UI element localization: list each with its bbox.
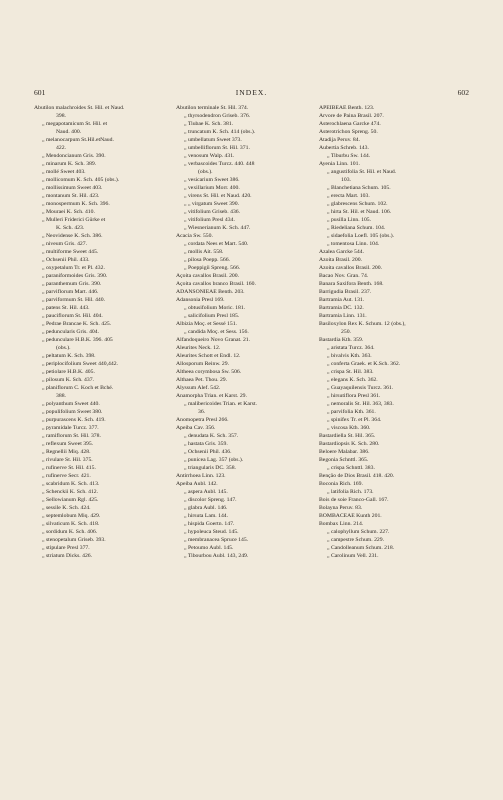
index-entry: „ Neovidense K. Sch. 386.: [42, 233, 103, 239]
index-entry: „ petiolare H.B.K. 405.: [42, 369, 95, 375]
index-entry: „ Pedrae Brancae K. Sch. 425.: [42, 321, 112, 327]
index-entry: „ tomentosa Linn. 104.: [327, 241, 380, 247]
index-entry: „ verbascoides Turcz. 440. 448: [184, 161, 255, 167]
index-entry: Altheea corymbosa Sw. 506.: [176, 369, 242, 375]
index-entry: „ hastata Gris. 359.: [184, 441, 228, 447]
page-title: INDEX.: [235, 88, 268, 97]
index-entry: „ rufinerve St. Hil. 415.: [42, 465, 96, 471]
index-entry: „ conferta Graek. et K.Sch. 362.: [327, 361, 401, 367]
index-entry: Azalea Garcke 544.: [319, 249, 365, 255]
index-entry: Açoita cavallos Brasil. 200.: [176, 273, 240, 279]
index-entry: Apeiba Cav. 356.: [176, 425, 216, 431]
index-entry: „ crispa Schnttl. 383.: [327, 465, 375, 471]
index-entry: „ Wiesnerianum K. Sch. 447.: [184, 225, 251, 231]
index-entry: Althaea Pet. Thou. 29.: [176, 377, 228, 383]
index-entry: „ nemoralis St. Hil. 363, 383.: [327, 401, 394, 407]
index-entry: „ campestre Schum. 229.: [327, 537, 385, 543]
index-entry: „ rivulare St. Hil. 375.: [42, 457, 93, 463]
index-entry: „ angustifolia St. Hil. et Naud.: [327, 169, 397, 175]
index-entry: Ayenia Linn. 101.: [319, 161, 360, 167]
index-entry: 103.: [341, 177, 351, 183]
index-entry: „ niveum Gris. 427.: [42, 241, 88, 247]
index-entry: Apeiba Aubl. 142.: [176, 481, 218, 487]
index-column-3: [319, 104, 465, 560]
index-entry: „ monospermum K. Sch. 396.: [42, 201, 110, 207]
index-entry: „ Tiburbu Sw. 144.: [327, 153, 371, 159]
index-entry: Bartramia Aut. 131.: [319, 297, 365, 303]
index-entry: 388.: [56, 393, 66, 399]
index-entry: „ pauciflorum St. Hil. 404.: [42, 313, 103, 319]
index-entry: „ viscosa Kth. 360.: [327, 425, 371, 431]
index-entry: „ Guayaquilensis Turcz. 361.: [327, 385, 394, 391]
index-entry: „ scabridum K. Sch. 413.: [42, 481, 100, 487]
index-entry: Bolayna Peruv. 83.: [319, 505, 363, 511]
index-entry: „ pedunculare H.B.K. 396. 405: [42, 337, 113, 343]
index-entry: 250.: [341, 329, 351, 335]
index-entry: „ hispida Goertn. 147.: [184, 521, 235, 527]
index-entry: „ Blanchetiana Schum. 105.: [327, 185, 391, 191]
index-entry: „ Carolinum Vell. 231.: [327, 553, 379, 559]
index-entry: „ sidaefolia Loefl. 105 (obs.).: [327, 233, 395, 239]
index-entry: „ Mouraei K. Sch. 410.: [42, 209, 95, 215]
index-entry: „ vesicarium Sweet 386.: [184, 177, 240, 183]
index-entry: „ silvaticum K. Sch. 418.: [42, 521, 100, 527]
index-entry: (obs.).: [198, 169, 213, 175]
index-entry: „ populifolium Sweet 380.: [42, 409, 103, 415]
index-entry: „ planiflorum C. Koch et Bché.: [42, 385, 114, 391]
index-entry: Atadija Peruv. 84.: [319, 137, 361, 143]
index-entry: Asterotrichon Spreng. 50.: [319, 129, 378, 135]
index-entry: „ Riedeliana Schum. 104.: [327, 225, 386, 231]
index-entry: „ malibericoides Trian. et Karst.: [184, 401, 257, 407]
index-entry: „ Tiubae K. Sch. 381.: [184, 121, 234, 127]
index-entry: „ hypoleuca Steud. 145.: [184, 529, 239, 535]
index-entry: (obs.).: [56, 345, 71, 351]
index-entry: „ umbelliflorum St. Hil. 371.: [184, 145, 250, 151]
index-entry: „ vitifolium Griseb. 436.: [184, 209, 241, 215]
index-entry: „ Poeppigii Spreng. 566.: [184, 265, 241, 271]
index-entry: Begonia Schnttl. 365.: [319, 457, 369, 463]
index-entry: „ hirsuta Lam. 144.: [184, 513, 229, 519]
index-entry: „ stipulare Presl 377.: [42, 545, 90, 551]
index-entry: „ hirsutiflora Presl 361.: [327, 393, 381, 399]
index-entry: „ megapotamicum St. Hil. et: [42, 121, 108, 127]
index-entry: „ polyanthum Sweet 440.: [42, 401, 100, 407]
index-entry: „ pilosum K. Sch. 437.: [42, 377, 94, 383]
page-number-right: 602: [457, 88, 469, 97]
index-entry: „ reflexum Sweet 395.: [42, 441, 94, 447]
index-entry: Allosporum Reinw. 29.: [176, 361, 230, 367]
index-entry: „ parviformum St. Hil. 440.: [42, 297, 106, 303]
index-entry: „ Ochsenii Phil. 436.: [184, 449, 232, 455]
index-entry: „ pilosa Poepp. 566.: [184, 257, 230, 263]
index-entry: „ sessile K. Sch. 424.: [42, 505, 91, 511]
index-entry: „ Regnellii Miq. 428.: [42, 449, 91, 455]
index-entry: K. Sch. 423.: [56, 225, 85, 231]
index-entry: „ mollis Ait. 558.: [184, 249, 224, 255]
index-entry: Asterochlaena Garcke 474.: [319, 121, 381, 127]
index-entry: „ pyramidale Turcz. 377.: [42, 425, 99, 431]
index-entry: „ aspera Aubl. 145.: [184, 489, 228, 495]
index-entry: Bombax Linn. 214.: [319, 521, 364, 527]
index-entry: „ patens St. Hil. 443.: [42, 305, 90, 311]
index-entry: „ multiforme Sweet 445.: [42, 249, 99, 255]
index-entry: BOMBACEAE Kunth 201.: [319, 513, 382, 519]
index-entry: „ parvifolia Kth. 361.: [327, 409, 376, 415]
index-entry: „ paranthemum Gris. 390.: [42, 281, 102, 287]
index-entry: „ Ochsenii Phil. 433.: [42, 257, 90, 263]
index-entry: „ Petoumo Aubl. 145.: [184, 545, 234, 551]
index-entry: Aleurites Neck. 12.: [176, 345, 221, 351]
index-entry: 36.: [198, 409, 206, 415]
index-entry: „ paraniformoides Gris. 390.: [42, 273, 108, 279]
index-column-1: [34, 104, 180, 560]
index-entry: „ parviflorum Mart. 446.: [42, 289, 99, 295]
index-entry: Albizia Moç. et Sessé 151.: [176, 321, 237, 327]
index-entry: „ erecta Mart. 103.: [327, 193, 370, 199]
index-entry: „ Candolleanum Schum. 218.: [327, 545, 395, 551]
page-header: [34, 88, 469, 100]
index-entry: „ triangularis DC. 358.: [184, 465, 236, 471]
index-entry: „ membranacea Spruce 145.: [184, 537, 249, 543]
index-entry: „ vitifolium Presl 434.: [184, 217, 235, 223]
index-entry: Bastardiella St. Hil. 365.: [319, 433, 376, 439]
index-entry: „ bivalvis Kth. 363.: [327, 353, 372, 359]
index-entry: „ peltatum K. Sch. 398.: [42, 353, 96, 359]
index-entry: Bacao Nov. Gran. 74.: [319, 273, 369, 279]
index-entry: Azoita cavallos Brasil. 200.: [319, 265, 383, 271]
index-entry: „ punicea Lag. 357 (obs.).: [184, 457, 244, 463]
index-entry: „ striatum Dicks. 426.: [42, 553, 93, 559]
index-entry: „ peduncularis Gris. 404.: [42, 329, 100, 335]
index-entry: Adansonia Presl 169.: [176, 297, 225, 303]
index-entry: „ minarum K. Sch. 389.: [42, 161, 97, 167]
index-entry: „ obtusifolium Moric. 181.: [184, 305, 246, 311]
index-entry: Bençâo de Dios Brasil. 418. 420.: [319, 473, 395, 479]
index-entry: APEIBEAE Benth. 123.: [319, 105, 375, 111]
index-entry: „ septemlobum Miq. 429.: [42, 513, 101, 519]
index-entry: „ Schenckii K. Sch. 412.: [42, 489, 99, 495]
index-entry: „ mollé Sweet 403.: [42, 169, 86, 175]
index-entry: „ periplocifolium Sweet 440,442.: [42, 361, 118, 367]
index-entry: „ ramiflorum St. Hil. 378.: [42, 433, 101, 439]
index-entry: „ sordidum K. Sch. 406.: [42, 529, 98, 535]
index-entry: Barrigudia Brasil. 237.: [319, 289, 372, 295]
index-entry: Bartramia DC. 132.: [319, 305, 364, 311]
index-entry: „ spinifex Tr. et Pl. 364.: [327, 417, 382, 423]
index-entry: Bartramia Linn. 131.: [319, 313, 367, 319]
index-entry: Alfandoqueiro Novo Granat. 21.: [176, 337, 251, 343]
index-entry: „ glabrescens Schum. 102.: [327, 201, 388, 207]
index-entry: Antirrhoea Linn. 123.: [176, 473, 226, 479]
index-entry: „ aristata Turcz. 364.: [327, 345, 375, 351]
index-entry: Anomopetra Presl 266.: [176, 417, 229, 423]
index-entry: Abutilon malachroides St. Hil. et Naud.: [34, 105, 125, 111]
index-entry: „ salicifolium Presl 185.: [184, 313, 240, 319]
index-entry: „ montanum St. Hil. 423.: [42, 193, 100, 199]
index-entry: „ Sellowianum Rgl. 425.: [42, 497, 99, 503]
index-entry: „ latifolia Rich. 173.: [327, 489, 374, 495]
index-entry: Acacia Sw. 550.: [176, 233, 213, 239]
index-entry: Anamorpha Trian. et Karst. 29.: [176, 393, 247, 399]
index-entry: „ virens St. Hil. et Naud. 420.: [184, 193, 252, 199]
index-entry: Bastardiopsis K. Sch. 280.: [319, 441, 380, 447]
index-entry: ADANSONIEAE Benth. 203.: [176, 289, 245, 295]
index-entry: Açoita cavallos branco Brasil. 160.: [176, 281, 256, 287]
index-entry: „ hirta St. Hil. et Naud. 106.: [327, 209, 392, 215]
index-column-2: [176, 104, 322, 560]
index-entry: „ cordata Nees et Mart. 540.: [184, 241, 249, 247]
index-entry: Bastardia Kth. 359.: [319, 337, 364, 343]
index-entry: „ mollicomum K. Sch. 405 (obs.).: [42, 177, 120, 183]
index-entry: 398.: [56, 113, 66, 119]
index-entry: „ oxypetalum Tr. et Pl. 432.: [42, 265, 105, 271]
index-entry: Basiloxylon Rex K. Schum. 12 (obs.),: [319, 321, 406, 327]
index-entry: Bois de soie Franco-Gall. 167.: [319, 497, 389, 503]
index-entry: „ vexillarium Morr. 400.: [184, 185, 240, 191]
index-entry: „ „ virgatum Sweet 390.: [184, 201, 240, 207]
index-entry: Alyssum Alef. 542.: [176, 385, 221, 391]
index-entry: „ venosum Walp. 431.: [184, 153, 235, 159]
index-entry: „ purpurascens K. Sch. 419.: [42, 417, 106, 423]
index-entry: „ truncatum K. Sch. 414 (obs.).: [184, 129, 256, 135]
index-entry: „ melanocarpum St.Hil.etNaud.: [42, 137, 114, 143]
index-entry: Boconia Rich. 169.: [319, 481, 363, 487]
index-entry: „ stenopetalum Griseb. 393.: [42, 537, 106, 543]
index-entry: „ mollissimum Sweet 403.: [42, 185, 103, 191]
index-entry: „ thyrsodendron Griseb. 376.: [184, 113, 251, 119]
index-entry: „ Mendoncianum Gris. 390.: [42, 153, 106, 159]
index-entry: „ crispa St. Hil. 383.: [327, 369, 374, 375]
index-entry: „ candida Moç. et Sess. 156.: [184, 329, 249, 335]
index-entry: Naud. 400.: [56, 129, 82, 135]
index-entry: „ umbellatum Sweet 373.: [184, 137, 242, 143]
index-entry: Aubertia Schreb. 143.: [319, 145, 369, 151]
index-entry: „ Tibourbou Aubl. 143, 249.: [184, 553, 249, 559]
index-entry: „ elegans K. Sch. 362.: [327, 377, 378, 383]
index-entry: Azoita Brasil. 200.: [319, 257, 362, 263]
index-entry: 422.: [56, 145, 66, 151]
index-entry: Arvore de Paina Brasil. 207.: [319, 113, 384, 119]
page-number-left: 601: [34, 88, 46, 97]
index-entry: „ pusilla Linn. 105.: [327, 217, 372, 223]
index-entry: Beloere Malabar. 386.: [319, 449, 370, 455]
index-entry: „ denudata K. Sch. 357.: [184, 433, 239, 439]
index-entry: „ calophyllum Schum. 227.: [327, 529, 390, 535]
index-entry: Aleurites Schott et Endl. 12.: [176, 353, 241, 359]
index-entry: „ rufinerve Secr. 421.: [42, 473, 91, 479]
index-entry: „ Mulleri Friderici Gürke et: [42, 217, 106, 223]
index-entry: „ glabra Aubl. 146.: [184, 505, 228, 511]
index-entry: Abutilon terminale St. Hil. 374.: [176, 105, 249, 111]
index-entry: „ discolor Spreng. 147.: [184, 497, 237, 503]
index-entry: Banara Saxifora Benth. 168.: [319, 281, 384, 287]
